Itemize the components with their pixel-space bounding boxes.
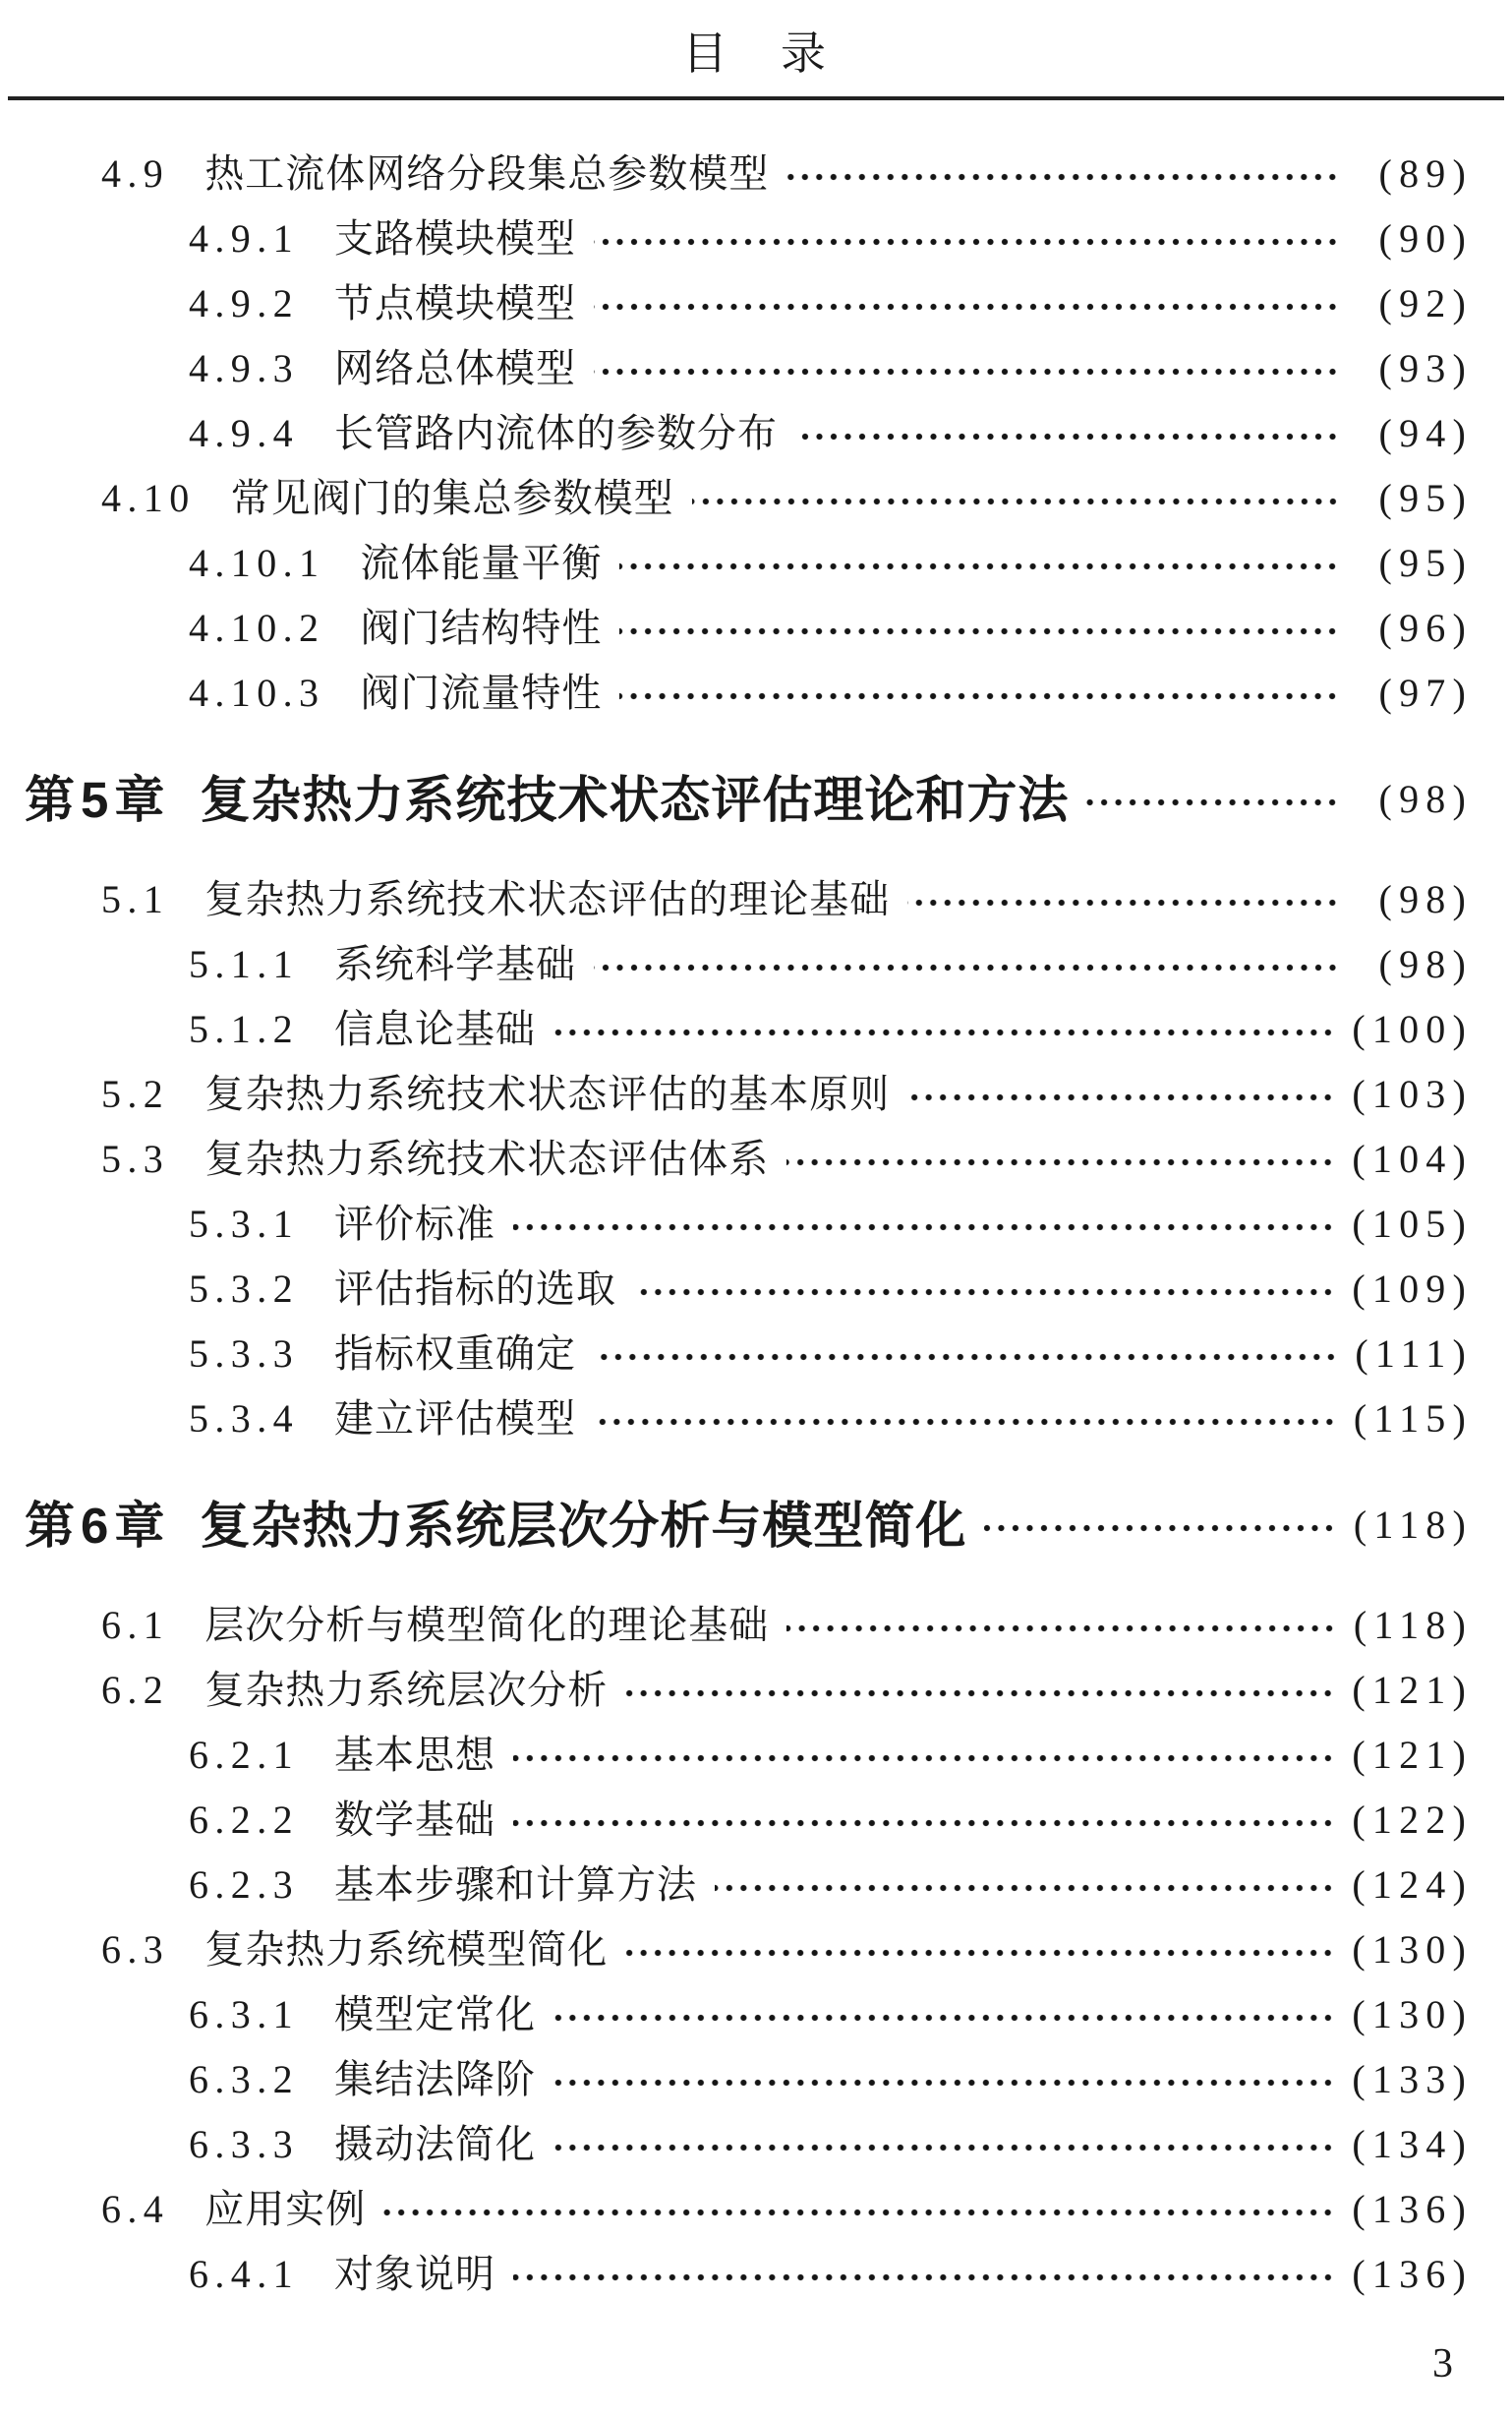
entry-page: (95) (1378, 541, 1473, 585)
toc-entry-section (25, 1127, 1473, 1192)
entry-number: 6.2.3 (189, 1862, 299, 1907)
entry-title: 常见阀门的集总参数模型 (230, 476, 674, 520)
toc-entry-subsection (25, 1853, 1473, 1917)
dot-leader (553, 2013, 1338, 2023)
entry-title: 信息论基础 (334, 1007, 536, 1051)
entry-page: (94) (1378, 411, 1473, 455)
entry-number: 6.2.1 (189, 1733, 299, 1777)
entry-number: 5.3.3 (189, 1331, 299, 1376)
toc-entry-section (25, 1593, 1473, 1658)
dot-leader (984, 1523, 1339, 1533)
entry-number: 4.10.1 (189, 541, 325, 585)
dot-leader (619, 691, 1343, 701)
entry-number: 6.3.1 (189, 1992, 299, 2036)
entry-number: 4.10.2 (189, 606, 325, 650)
entry-title: 阀门流量特性 (360, 671, 603, 715)
toc-entry-chapter (25, 1485, 1473, 1565)
entry-page: (111) (1355, 1331, 1473, 1376)
header-divider (8, 96, 1504, 100)
toc-entry-subsection (25, 336, 1473, 401)
entry-page: (115) (1353, 1396, 1473, 1441)
toc-entry-section (25, 466, 1473, 531)
entry-title: 摄动法简化 (334, 2122, 536, 2166)
dot-leader (625, 1688, 1338, 1698)
entry-number: 4.9.4 (189, 411, 299, 455)
toc-entry-subsection (25, 661, 1473, 726)
entry-title: 层次分析与模型简化的理论基础 (204, 1603, 770, 1647)
entry-page: (93) (1378, 346, 1473, 390)
dot-leader (553, 2078, 1338, 2088)
dot-leader (594, 1417, 1340, 1427)
entry-page: (105) (1352, 1202, 1473, 1246)
dot-leader (619, 561, 1343, 571)
page-header (0, 0, 1512, 79)
entry-page: (89) (1378, 151, 1473, 196)
entry-number: 5.3.1 (189, 1202, 299, 1246)
entry-page: (97) (1378, 671, 1473, 715)
dot-leader (786, 1157, 1338, 1167)
entry-page: (109) (1352, 1267, 1473, 1311)
entry-number: 4.10 (101, 476, 196, 520)
toc-entry-subsection (25, 1386, 1473, 1451)
dot-leader (619, 626, 1343, 636)
entry-page: (136) (1352, 2187, 1473, 2231)
dot-leader (513, 1818, 1338, 1828)
entry-title: 复杂热力系统技术状态评估的理论基础 (204, 877, 891, 921)
entry-page: (121) (1352, 1668, 1473, 1712)
entry-title: 指标权重确定 (334, 1331, 576, 1376)
entry-page: (96) (1378, 606, 1473, 650)
toc-entry-chapter (25, 759, 1473, 840)
dot-leader (513, 1753, 1338, 1763)
dot-leader (383, 2208, 1338, 2217)
entry-number: 6.1 (101, 1603, 170, 1647)
entry-number: 5.3.2 (189, 1267, 299, 1311)
entry-page: (104) (1352, 1137, 1473, 1181)
dot-leader (513, 2272, 1338, 2282)
entry-number: 6.4.1 (189, 2252, 299, 2296)
entry-number: 6.3 (101, 1927, 170, 1972)
entry-page: (130) (1352, 1992, 1473, 2036)
entry-page: (122) (1352, 1798, 1473, 1842)
toc-entry-subsection (25, 997, 1473, 1062)
dot-leader (1086, 797, 1343, 807)
entry-number: 4.10.3 (189, 671, 325, 715)
dot-leader (594, 367, 1343, 377)
toc-entry-section (25, 142, 1473, 206)
toc-entry-subsection (25, 1723, 1473, 1788)
dot-leader (594, 237, 1343, 247)
entry-page: (118) (1353, 1603, 1473, 1647)
dot-leader (907, 1092, 1338, 1102)
entry-number: 4.9.2 (189, 281, 299, 325)
entry-number: 4.9.1 (189, 216, 299, 261)
entry-title: 阀门结构特性 (360, 606, 603, 650)
entry-page: (98) (1378, 942, 1473, 986)
entry-title: 评价标准 (334, 1202, 495, 1246)
toc-list (0, 142, 1512, 2307)
entry-page: (130) (1352, 1927, 1473, 1972)
toc-entry-subsection (25, 1788, 1473, 1853)
page-number: 3 (1432, 2341, 1453, 2387)
entry-page: (98) (1378, 877, 1473, 921)
entry-page: (103) (1352, 1072, 1473, 1116)
entry-title: 复杂热力系统层次分析 (204, 1668, 609, 1712)
entry-page: (124) (1352, 1862, 1473, 1907)
toc-entry-section (25, 1917, 1473, 1982)
toc-entry-section (25, 1658, 1473, 1723)
entry-title: 数学基础 (334, 1798, 495, 1842)
dot-leader (594, 1352, 1341, 1362)
entry-number: 5.1.2 (189, 1007, 299, 1051)
dot-leader (786, 1623, 1340, 1633)
entry-title: 复杂热力系统技术状态评估的基本原则 (204, 1072, 891, 1116)
toc-entry-subsection (25, 1322, 1473, 1386)
entry-number: 5.3 (101, 1137, 170, 1181)
entry-page: (95) (1378, 476, 1473, 520)
toc-entry-subsection (25, 596, 1473, 661)
toc-entry-subsection (25, 932, 1473, 997)
toc-entry-section (25, 1062, 1473, 1127)
entry-title: 对象说明 (334, 2252, 495, 2296)
toc-entry-subsection (25, 401, 1473, 466)
entry-number: 6.4 (101, 2187, 170, 2231)
entry-page: (136) (1352, 2252, 1473, 2296)
dot-leader (553, 1028, 1338, 1037)
toc-entry-subsection (25, 2047, 1473, 2112)
entry-title: 建立评估模型 (334, 1396, 576, 1441)
entry-page: (92) (1378, 281, 1473, 325)
dot-leader (907, 898, 1343, 908)
entry-title: 复杂热力系统模型简化 (204, 1927, 609, 1972)
entry-page: (133) (1352, 2057, 1473, 2101)
toc-entry-subsection (25, 206, 1473, 271)
dot-leader (715, 1883, 1338, 1893)
entry-title: 复杂热力系统技术状态评估体系 (204, 1137, 770, 1181)
entry-number: 5.1.1 (189, 942, 299, 986)
entry-title: 系统科学基础 (334, 942, 576, 986)
dot-leader (634, 1287, 1338, 1297)
page-title: 目 录 (682, 28, 830, 79)
entry-title: 集结法降阶 (334, 2057, 536, 2101)
entry-number: 5.2 (101, 1072, 170, 1116)
entry-number: 4.9.3 (189, 346, 299, 390)
entry-number: 6.2.2 (189, 1798, 299, 1842)
entry-number: 5.3.4 (189, 1396, 299, 1441)
entry-page: (134) (1352, 2122, 1473, 2166)
entry-page: (90) (1378, 216, 1473, 261)
entry-number: 第6章 (25, 1497, 171, 1554)
entry-title: 网络总体模型 (334, 346, 576, 390)
entry-title: 节点模块模型 (334, 281, 576, 325)
toc-entry-section (25, 867, 1473, 932)
dot-leader (786, 172, 1343, 182)
dot-leader (625, 1948, 1338, 1958)
entry-title: 复杂热力系统技术状态评估理论和方法 (200, 771, 1070, 828)
entry-title: 评估指标的选取 (334, 1267, 616, 1311)
entry-title: 长管路内流体的参数分布 (334, 411, 778, 455)
entry-title: 复杂热力系统层次分析与模型简化 (200, 1497, 967, 1554)
entry-number: 4.9 (101, 151, 170, 196)
entry-page: (121) (1352, 1733, 1473, 1777)
entry-title: 热工流体网络分段集总参数模型 (204, 151, 770, 196)
dot-leader (553, 2143, 1338, 2152)
entry-title: 基本思想 (334, 1733, 495, 1777)
toc-entry-subsection (25, 2242, 1473, 2307)
dot-leader (513, 1222, 1338, 1232)
dot-leader (594, 302, 1343, 312)
entry-title: 应用实例 (204, 2187, 367, 2231)
entry-number: 6.3.2 (189, 2057, 299, 2101)
entry-number: 6.3.3 (189, 2122, 299, 2166)
dot-leader (795, 432, 1343, 442)
entry-page: (118) (1353, 1503, 1473, 1547)
toc-entry-subsection (25, 531, 1473, 596)
entry-title: 流体能量平衡 (360, 541, 603, 585)
toc-entry-subsection (25, 1982, 1473, 2047)
dot-leader (692, 497, 1343, 506)
entry-title: 支路模块模型 (334, 216, 576, 261)
entry-title: 基本步骤和计算方法 (334, 1862, 697, 1907)
entry-page: (98) (1378, 777, 1473, 821)
toc-entry-section (25, 2177, 1473, 2242)
toc-entry-subsection (25, 1192, 1473, 1257)
toc-entry-subsection (25, 1257, 1473, 1322)
dot-leader (594, 963, 1343, 973)
entry-number: 第5章 (25, 771, 171, 828)
toc-entry-subsection (25, 2112, 1473, 2177)
entry-title: 模型定常化 (334, 1992, 536, 2036)
entry-page: (100) (1352, 1007, 1473, 1051)
entry-number: 6.2 (101, 1668, 170, 1712)
entry-number: 5.1 (101, 877, 170, 921)
toc-entry-subsection (25, 271, 1473, 336)
